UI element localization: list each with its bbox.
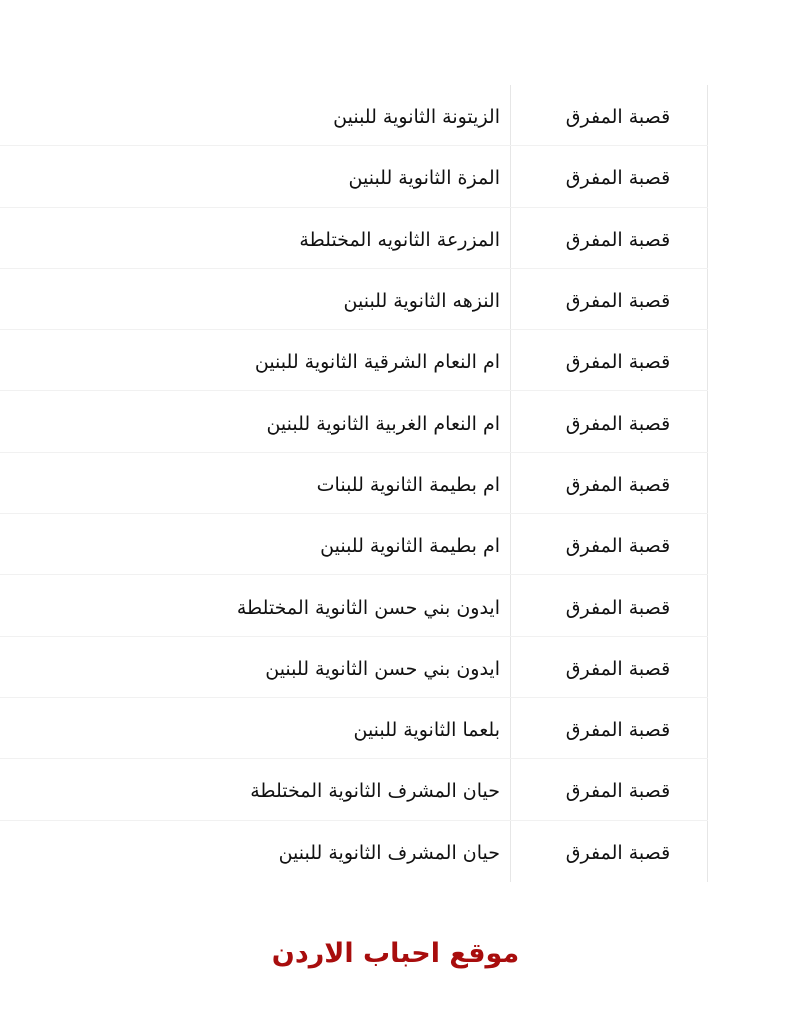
school-cell: ام بطيمة الثانوية للبنين [320, 535, 500, 558]
table-row [0, 575, 708, 636]
table-row [0, 759, 708, 820]
schools-table [0, 85, 708, 882]
school-cell: ايدون بني حسن الثانوية للبنين [265, 657, 500, 680]
school-cell: بلعما الثانوية للبنين [353, 719, 500, 742]
table-row [0, 698, 708, 759]
table-row [0, 821, 708, 882]
school-cell: ام النعام الغربية الثانوية للبنين [266, 412, 500, 435]
table-row [0, 391, 708, 452]
school-cell: الزيتونة الثانوية للبنين [333, 106, 500, 129]
table-row [0, 85, 708, 146]
table-row [0, 269, 708, 330]
district-cell: قصبة المفرق [510, 821, 708, 882]
district-cell: قصبة المفرق [510, 453, 708, 513]
school-cell: ام بطيمة الثانوية للبنات [316, 473, 500, 496]
table-row [0, 514, 708, 575]
table-row [0, 330, 708, 391]
school-cell: حيان المشرف الثانوية للبنين [278, 842, 500, 865]
district-cell: قصبة المفرق [510, 208, 708, 268]
district-cell: قصبة المفرق [510, 330, 708, 390]
table-row [0, 146, 708, 207]
school-cell: المزرعة الثانويه المختلطة [299, 228, 500, 251]
school-cell: ام النعام الشرقية الثانوية للبنين [254, 351, 500, 374]
school-cell: المزة الثانوية للبنين [348, 167, 500, 190]
district-cell: قصبة المفرق [510, 575, 708, 635]
table-row [0, 208, 708, 269]
district-cell: قصبة المفرق [510, 391, 708, 451]
site-name-footer: موقع احباب الاردن [271, 938, 520, 969]
district-cell: قصبة المفرق [510, 759, 708, 819]
district-cell: قصبة المفرق [510, 269, 708, 329]
district-cell: قصبة المفرق [510, 146, 708, 206]
district-cell: قصبة المفرق [510, 514, 708, 574]
school-cell: النزهه الثانوية للبنين [343, 290, 500, 313]
district-cell: قصبة المفرق [510, 637, 708, 697]
district-cell: قصبة المفرق [510, 85, 708, 145]
table-row [0, 453, 708, 514]
table-row [0, 637, 708, 698]
district-cell: قصبة المفرق [510, 698, 708, 758]
school-cell: حيان المشرف الثانوية المختلطة [250, 780, 500, 803]
school-cell: ايدون بني حسن الثانوية المختلطة [236, 596, 500, 619]
